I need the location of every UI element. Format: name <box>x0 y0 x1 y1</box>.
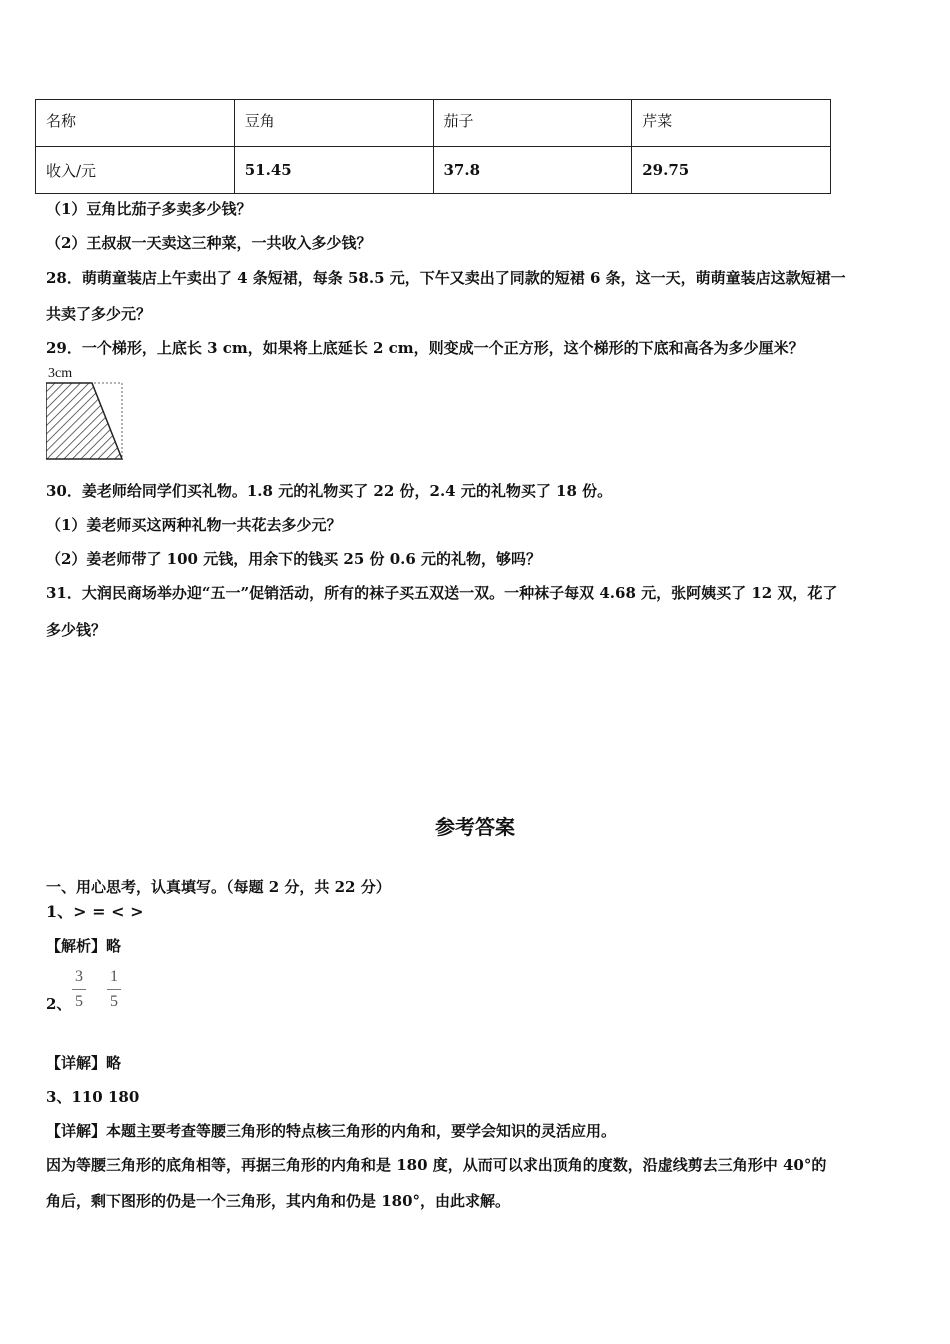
q30-sub2: （2）姜老师带了 100 元钱，用余下的钱买 25 份 0.6 元的礼物，够吗？ <box>46 550 542 568</box>
answer-1: 1、> = < > <box>46 902 144 921</box>
figure-label: 3cm <box>48 366 73 381</box>
fraction-denominator: 5 <box>110 993 118 1010</box>
answer-2-note: 【详解】略 <box>46 1054 122 1072</box>
answers-title: 参考答案 <box>435 815 515 839</box>
table-cell: 51.45 <box>234 147 433 194</box>
table-cell: 名称 <box>36 100 235 147</box>
answer-1-note: 【解析】略 <box>46 937 122 955</box>
q28-line2: 共卖了多少元？ <box>46 305 152 323</box>
q30-sub1: （1）姜老师买这两种礼物一共花去多少元？ <box>46 516 342 534</box>
section1-heading: 一、用心思考，认真填写。（每题 2 分，共 22 分） <box>46 878 391 896</box>
fraction-numerator: 1 <box>110 968 118 985</box>
table-cell: 37.8 <box>433 147 632 194</box>
answer-3-detail: 【详解】本题主要考查等腰三角形的特点核三角形的内角和，要学会知识的灵活应用。 <box>46 1122 617 1140</box>
q29-text: 29．一个梯形，上底长 3 cm，如果将上底延长 2 cm，则变成一个正方形，这个梯形的下底和高各为多少厘米？ <box>46 339 804 357</box>
fraction-bar <box>107 989 121 990</box>
fraction-numerator: 3 <box>75 968 83 985</box>
answer-3-line1: 因为等腰三角形的底角相等，再据三角形的内角和是 180 度，从而可以求出顶角的度数，沿虚线剪去三角形中 40°的 <box>46 1156 827 1174</box>
fraction-1-5 <box>107 968 121 1011</box>
q27-sub2: （2）王叔叔一天卖这三种菜，一共收入多少钱？ <box>46 234 372 252</box>
table-cell: 豆角 <box>234 100 433 147</box>
fraction-bar <box>72 989 86 990</box>
fraction-denominator: 5 <box>75 993 83 1010</box>
q27-sub1: （1）豆角比茄子多卖多少钱？ <box>46 200 252 218</box>
table-cell: 茄子 <box>433 100 632 147</box>
fraction-3-5 <box>72 968 86 1011</box>
income-table <box>35 99 831 194</box>
table-cell: 29.75 <box>632 147 831 194</box>
q30-text: 30．姜老师给同学们买礼物。1.8 元的礼物买了 22 份，2.4 元的礼物买了 18 份。 <box>46 482 613 500</box>
table-cell: 芹菜 <box>632 100 831 147</box>
answer-2-prefix: 2、 <box>46 995 72 1013</box>
table-row <box>36 147 831 194</box>
table-cell: 收入/元 <box>36 147 235 194</box>
answer-3: 3、110 180 <box>46 1088 140 1106</box>
table-header-row <box>36 100 831 147</box>
q31-line1: 31．大润民商场举办迎“五一”促销活动，所有的袜子买五双送一双。一种袜子每双 4.68 元，张阿姨买了 12 双，花了 <box>46 584 838 602</box>
answer-3-line2: 角后，剩下图形的仍是一个三角形，其内角和仍是 180°，由此求解。 <box>46 1192 511 1210</box>
q31-line2: 多少钱？ <box>46 621 107 639</box>
q28-line1: 28．萌萌童装店上午卖出了 4 条短裙，每条 58.5 元，下午又卖出了同款的短裙 6 条，这一天，萌萌童装店这款短裙一 <box>46 269 846 287</box>
trapezoid-figure <box>46 366 126 464</box>
